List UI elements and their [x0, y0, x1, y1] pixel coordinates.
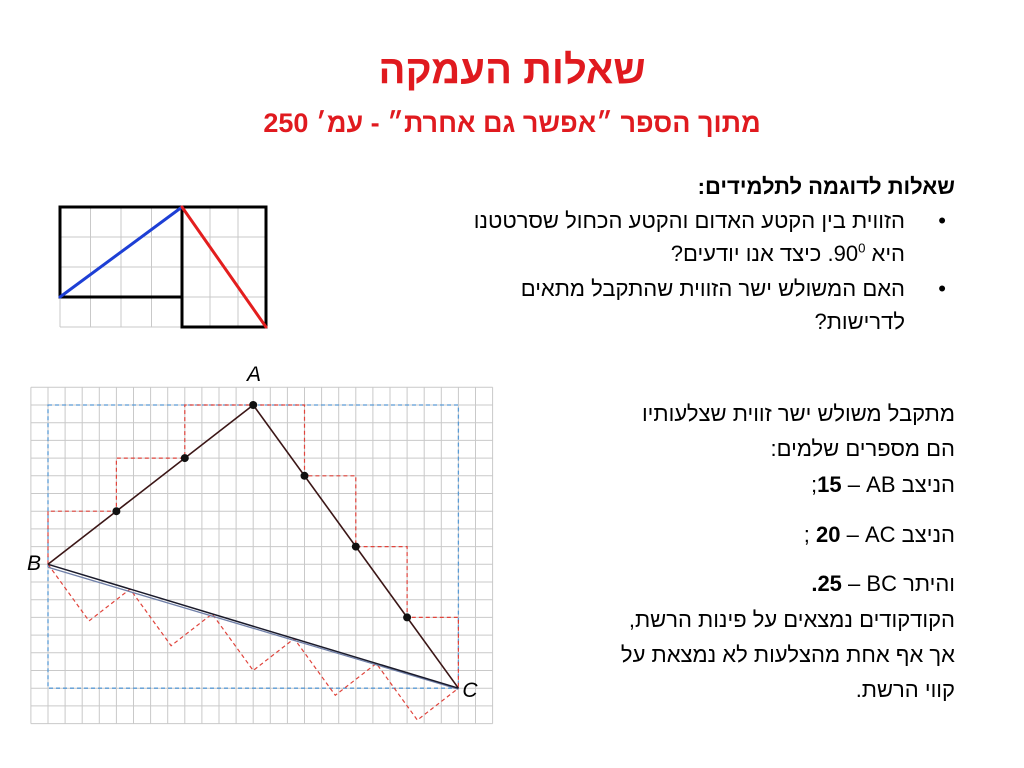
question-2-line-1: האם המשולש ישר הזווית שהתקבל מתאים [520, 276, 905, 301]
vertex-label-c: C [462, 679, 478, 702]
small-grid-diagram [60, 207, 266, 327]
lattice-point [181, 454, 189, 462]
degree-superscript: 0 [858, 240, 866, 256]
lattice-point [403, 613, 411, 621]
side-ab-dash: – [847, 472, 861, 497]
answer-note-line-1: הקודקודים נמצאים על פינות הרשת, [628, 607, 955, 632]
side-ac-line [804, 519, 955, 551]
side-bc-length: 25. [811, 571, 842, 596]
side-ab-suffix: ; [811, 472, 818, 497]
side-ac-name: הניצב [901, 522, 955, 547]
slide-subtitle: מתוך הספר ״אפשר גם אחרת״ - עמ׳ 250 [263, 108, 761, 138]
slide-title: שאלות העמקה [378, 48, 646, 92]
answer-note-line-2: אך אף אחת מהצלעות לא נמצאת על [620, 642, 955, 667]
answer-note-line-3: קווי הרשת. [855, 677, 955, 702]
side-bc-dash: – [848, 571, 861, 596]
triangle-grid-diagram [31, 387, 493, 723]
side-ab-segment: AB [866, 472, 896, 497]
side-bc-segment: BC [866, 571, 897, 596]
vertex-label-a: A [246, 363, 262, 386]
question-1-line-2 [671, 238, 905, 270]
question-2-line-2: לדרישות? [814, 309, 905, 334]
side-bc-name: והיתר [903, 571, 955, 596]
question-1-text-end: . כיצד אנו יודעים? [670, 241, 834, 266]
questions-heading: שאלות לדוגמה לתלמידים: [697, 174, 955, 199]
triangle-grid [31, 387, 493, 723]
bullet-icon: • [938, 276, 946, 301]
side-ac-dash: – [846, 522, 859, 547]
side-ac-suffix: ; [803, 522, 816, 547]
question-1-line-1: הזווית בין הקטע האדום והקטע הכחול שסרטטנו [473, 208, 905, 233]
bullet-icon: • [938, 208, 946, 233]
side-bc-line [811, 568, 955, 600]
vertex-label-b: B [26, 552, 42, 575]
answer-intro-line-2: הם מספרים שלמים: [770, 436, 955, 461]
side-ac-length: 20 [815, 522, 841, 547]
lattice-point [249, 401, 257, 409]
side-ab-line [811, 469, 955, 501]
lattice-point [112, 507, 120, 515]
lattice-point [301, 472, 309, 480]
lattice-point [352, 543, 360, 551]
side-ab-name: הניצב [901, 472, 955, 497]
side-ac-segment: AC [864, 522, 896, 547]
answer-intro-line-1: מתקבל משולש ישר זווית שצלעותיו [641, 401, 955, 426]
question-1-text-start: היא 90 [833, 241, 905, 266]
side-ab-length: 15 [817, 472, 842, 497]
small-grid [60, 207, 266, 327]
